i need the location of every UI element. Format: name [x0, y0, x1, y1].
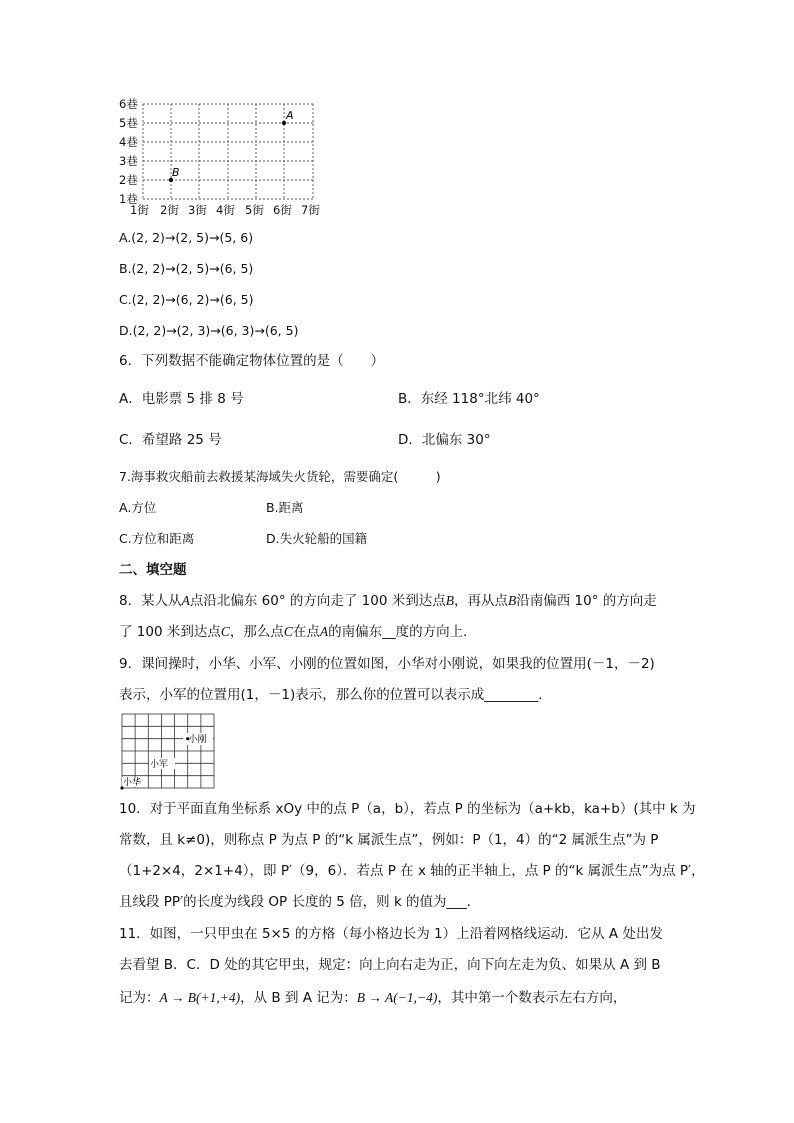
q11-text: ，其中第一个数表示左右方向，	[437, 990, 627, 1006]
q6-option-b: B．东经 118°北纬 40°	[398, 391, 540, 407]
classmates-grid-figure	[119, 711, 219, 791]
q6-option-c: C．希望路 25 号	[119, 432, 222, 448]
q10-line-4: 且线段 PP′的长度为线段 OP 长度的 5 倍，则 k 的值为___．	[119, 894, 481, 910]
section-heading-fill-blank: 二、填空题	[119, 562, 187, 578]
xiaohua-label: 小华	[123, 778, 142, 788]
q5-option-d: D.(2, 2)→(2, 3)→(6, 3)→(6, 5)	[119, 323, 299, 338]
q8-var: A	[319, 624, 329, 639]
row-label: 6巷	[119, 97, 138, 111]
row-label: 1巷	[119, 192, 138, 206]
q11-line-3	[119, 989, 626, 1007]
col-label: 7街	[301, 203, 320, 217]
q7-option-d: D.失火轮船的国籍	[266, 531, 368, 546]
q5-option-a: A.(2, 2)→(2, 5)→(5, 6)	[119, 230, 254, 245]
q10-line-1: 10．对于平面直角坐标系 xOy 中的点 P（a，b），若点 P 的坐标为（a+kb，ka+b）(其中 k 为	[119, 801, 696, 817]
col-label: 2街	[160, 203, 179, 217]
q8-text: ，那么点	[229, 624, 284, 640]
q8-var: B	[507, 593, 517, 608]
q8-text: ，再从点	[453, 593, 508, 609]
col-label: 6街	[273, 203, 292, 217]
q11-text: ，从 B 到 A 记为：	[240, 990, 357, 1006]
q8-text: 在点	[292, 624, 320, 640]
q7-option-a: A.方位	[119, 500, 157, 515]
q5-option-b: B.(2, 2)→(2, 5)→(6, 5)	[119, 261, 254, 276]
q11-text: 记为：	[119, 990, 160, 1006]
q5-option-c: C.(2, 2)→(6, 2)→(6, 5)	[119, 292, 254, 307]
q8-var: B	[445, 593, 454, 608]
street-grid-figure	[110, 96, 340, 221]
q10-line-2: 常数，且 k≠0)，则称点 P 为点 P 的“k 属派生点”，例如：P（1，4）的“2 属派生点”为 P	[119, 832, 659, 848]
q8-text: 8．某人从	[119, 593, 182, 609]
q8-line-2	[119, 623, 477, 641]
q11-line-2: 去看望 B．C．D 处的其它甲虫，规定：向上向右走为正，向下向左走为负、如果从 A 到 B	[119, 957, 661, 973]
q8-text: 点沿北偏东 60° 的方向走了 100 米到达点	[189, 593, 446, 609]
q9-line-1: 9．课间操时，小华、小军、小刚的位置如图，小华对小刚说，如果我的位置用(－1，－2)	[119, 656, 655, 672]
q6-option-d: D．北偏东 30°	[398, 432, 491, 448]
point-b-label: B	[172, 166, 180, 179]
q8-var: A	[181, 593, 190, 608]
q8-text: 沿南偏西 10° 的方向走	[516, 593, 657, 609]
grid-lines	[122, 714, 214, 788]
col-label: 3街	[188, 203, 207, 217]
point-a-label: A	[286, 109, 294, 122]
q9-line-2: 表示，小军的位置用(1，－1)表示，那么你的位置可以表示成________．	[119, 687, 552, 703]
xiaojun-label: 小军	[150, 760, 169, 770]
q11-math: B → A(−1,−4)	[356, 990, 438, 1005]
q11-math: A → B(+1,+4)	[159, 990, 241, 1005]
row-label: 3巷	[119, 154, 138, 168]
col-label: 1街	[130, 203, 149, 217]
q8-text: 的南偏东__度的方向上．	[328, 624, 477, 640]
q8-line-1	[119, 592, 657, 610]
xiaogang-label: 小刚	[188, 735, 207, 745]
q7-option-c: C.方位和距离	[119, 531, 195, 546]
row-label: 4巷	[119, 135, 138, 149]
row-label: 5巷	[119, 116, 138, 130]
q10-line-3: （1+2×4，2×1+4），即 P′（9，6）．若点 P 在 x 轴的正半轴上，点 P 的“k 属派生点”为点 P′，	[119, 863, 705, 879]
q8-text: 了 100 米到达点	[119, 624, 221, 640]
q6-stem: 6．下列数据不能确定物体位置的是（ ）	[119, 353, 385, 369]
row-label: 2巷	[119, 173, 138, 187]
q8-var: C	[283, 624, 293, 639]
q6-option-a: A．电影票 5 排 8 号	[119, 391, 244, 407]
col-label: 5街	[245, 203, 264, 217]
q11-line-1: 11．如图，一只甲虫在 5×5 的方格（每小格边长为 1）上沿着网格线运动．它从 A 处出发	[119, 926, 663, 942]
q7-stem: 7.海事救灾船前去救援某海域失火货轮，需要确定( )	[119, 469, 441, 484]
q8-var: C	[220, 624, 230, 639]
q7-option-b: B.距离	[266, 500, 304, 515]
col-label: 4街	[216, 203, 235, 217]
